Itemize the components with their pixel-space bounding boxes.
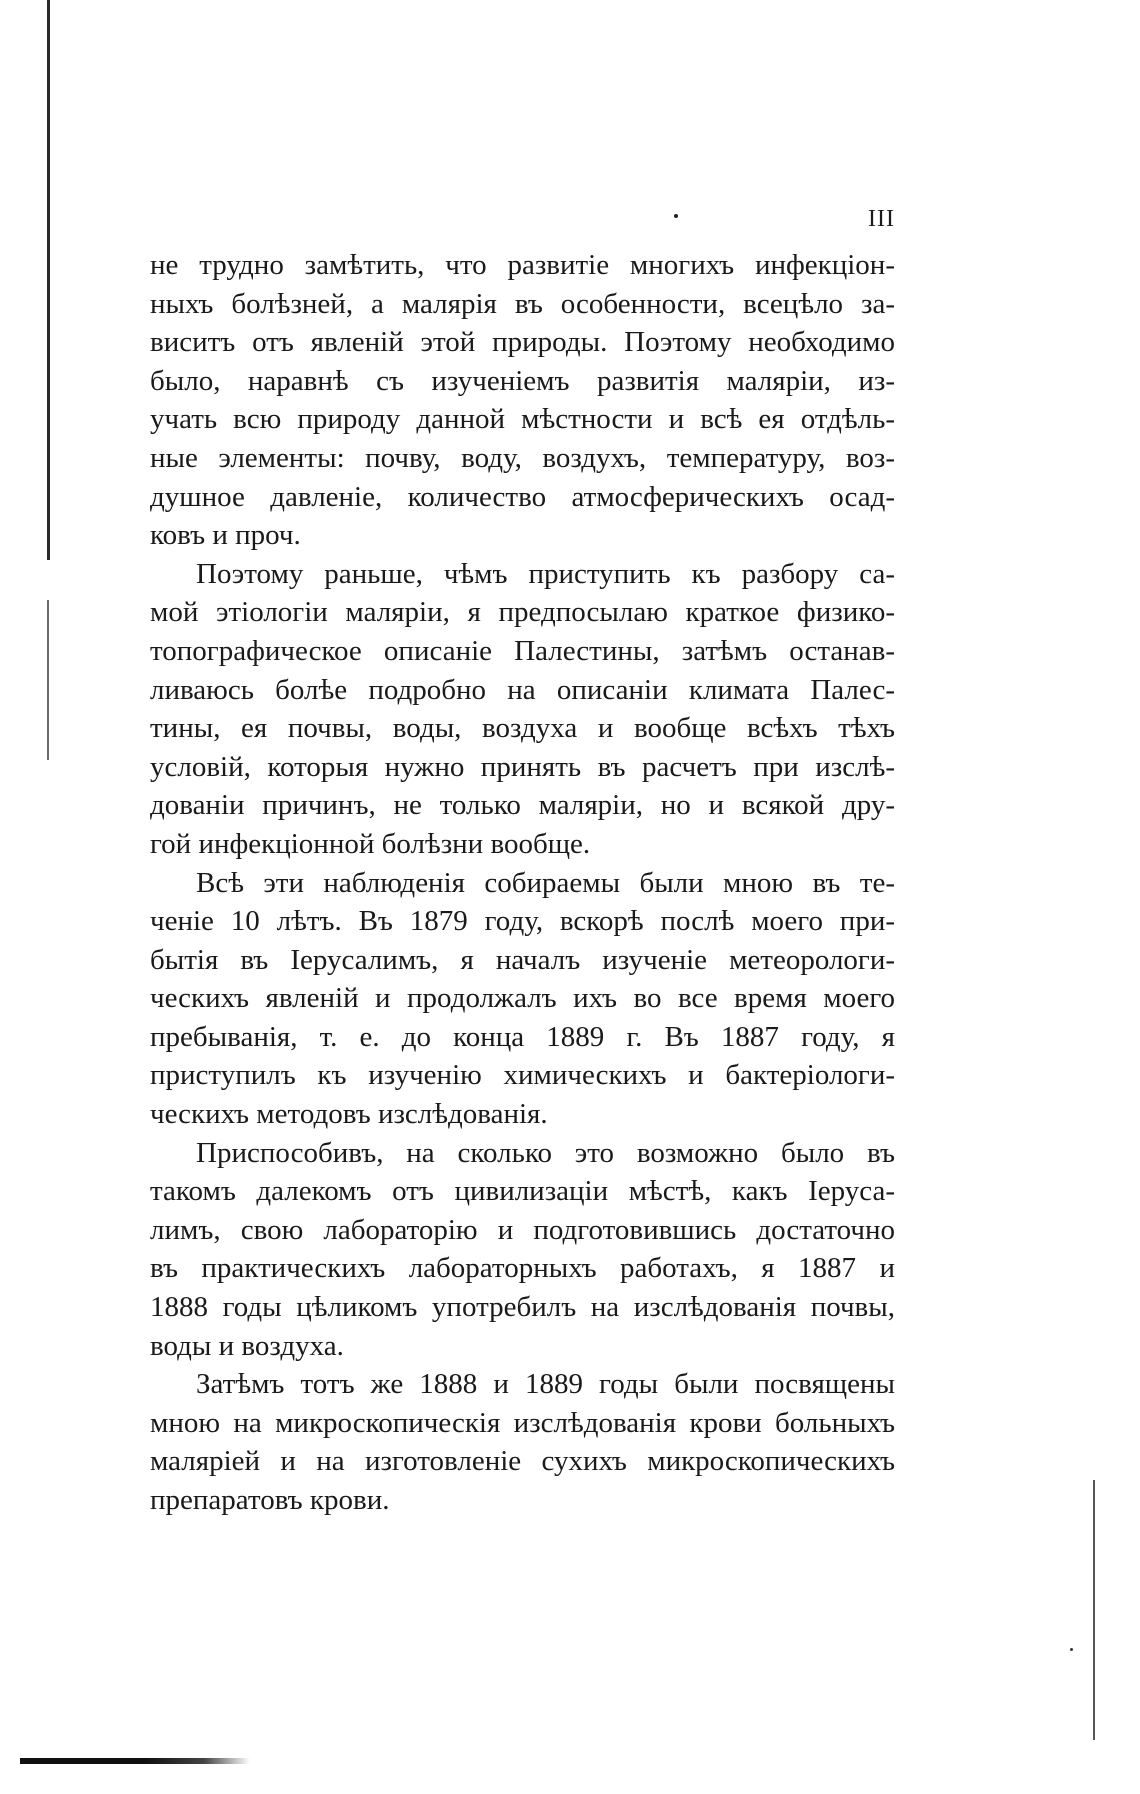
scan-edge-left-lower — [47, 600, 49, 760]
paragraph-3 — [150, 864, 895, 1134]
text-line: ческихъ методовъ изслѣдованія. — [150, 1098, 548, 1131]
text-line: ныхъ болѣзней, а малярія въ особенности, всецѣло за- — [150, 287, 895, 320]
text-line: въ практическихъ лабораторныхъ работахъ, я 1887 и — [150, 1252, 895, 1285]
text-line: виситъ отъ явленій этой природы. Поэтому необходимо — [150, 326, 895, 359]
ink-speck — [674, 214, 678, 218]
text-line: было, наравнѣ съ изученіемъ развитія маляріи, из- — [150, 364, 895, 397]
paragraph-2 — [150, 555, 895, 864]
paragraph-4 — [150, 1134, 895, 1366]
text-line: душное давленіе, количество атмосферическихъ осад- — [150, 480, 895, 513]
paragraph-5 — [150, 1365, 895, 1519]
text-line: препаратовъ крови. — [150, 1484, 390, 1516]
text-line: дованіи причинъ, не только маляріи, но и всякой дру- — [150, 789, 895, 822]
text-line: ческихъ явленій и продолжалъ ихъ во все время моего — [150, 982, 895, 1015]
text-line: топографическое описаніе Палестины, затѣмъ останав- — [150, 634, 895, 667]
text-line: бытія въ Іерусалимъ, я началъ изученіе метеорологи- — [150, 943, 895, 976]
page-number: III — [868, 206, 895, 232]
text-line: Всѣ эти наблюденія собираемы были мною въ те- — [196, 866, 895, 899]
ink-speck — [1070, 1648, 1073, 1651]
scan-edge-right — [1093, 1480, 1095, 1740]
text-line: Поэтому раньше, чѣмъ приступить къ разбору са- — [196, 557, 895, 590]
paragraph-1 — [150, 246, 895, 555]
text-line: 1888 годы цѣликомъ употребилъ на изслѣдованія почвы, — [150, 1291, 895, 1324]
text-line: маляріей и на изготовленіе сухихъ микроскопическихъ — [150, 1445, 895, 1478]
text-line: Приспособивъ, на сколько это возможно было въ — [196, 1136, 895, 1169]
body-text — [150, 246, 895, 1520]
text-line: воды и воздуха. — [150, 1329, 344, 1362]
text-line: пребыванія, т. е. до конца 1889 г. Въ 1887 году, я — [150, 1020, 895, 1053]
text-line: не трудно замѣтить, что развитіе многихъ инфекціон- — [150, 249, 895, 281]
text-line: мною на микроскопическія изслѣдованія крови больныхъ — [150, 1406, 895, 1439]
text-line: лимъ, свою лабораторію и подготовившись достаточно — [150, 1213, 895, 1246]
text-line: тины, ея почвы, воды, воздуха и вообще всѣхъ тѣхъ — [150, 712, 895, 745]
text-line: ченіе 10 лѣтъ. Въ 1879 году, вскорѣ послѣ моего при- — [150, 905, 895, 938]
text-line: такомъ далекомъ отъ цивилизаціи мѣстѣ, какъ Іеруса- — [150, 1175, 895, 1208]
text-line: ливаюсь болѣе подробно на описаніи климата Палес- — [150, 673, 895, 706]
text-line: условій, которыя нужно принять въ расчетъ при изслѣ- — [150, 750, 895, 783]
text-line: учать всю природу данной мѣстности и всѣ ея отдѣль- — [150, 403, 895, 436]
text-line: приступилъ къ изученію химическихъ и бактеріологи- — [150, 1059, 895, 1092]
text-line: мой этіологіи маляріи, я предпосылаю краткое физико- — [150, 596, 895, 629]
scan-edge-left — [47, 0, 50, 560]
text-line: Затѣмъ тотъ же 1888 и 1889 годы были посвящены — [196, 1368, 895, 1401]
text-line: ные элементы: почву, воду, воздухъ, температуру, воз- — [150, 441, 895, 474]
scan-edge-bottom — [20, 1758, 250, 1764]
text-line: ковъ и проч. — [150, 519, 301, 552]
text-line: гой инфекціонной болѣзни вообще. — [150, 827, 591, 860]
